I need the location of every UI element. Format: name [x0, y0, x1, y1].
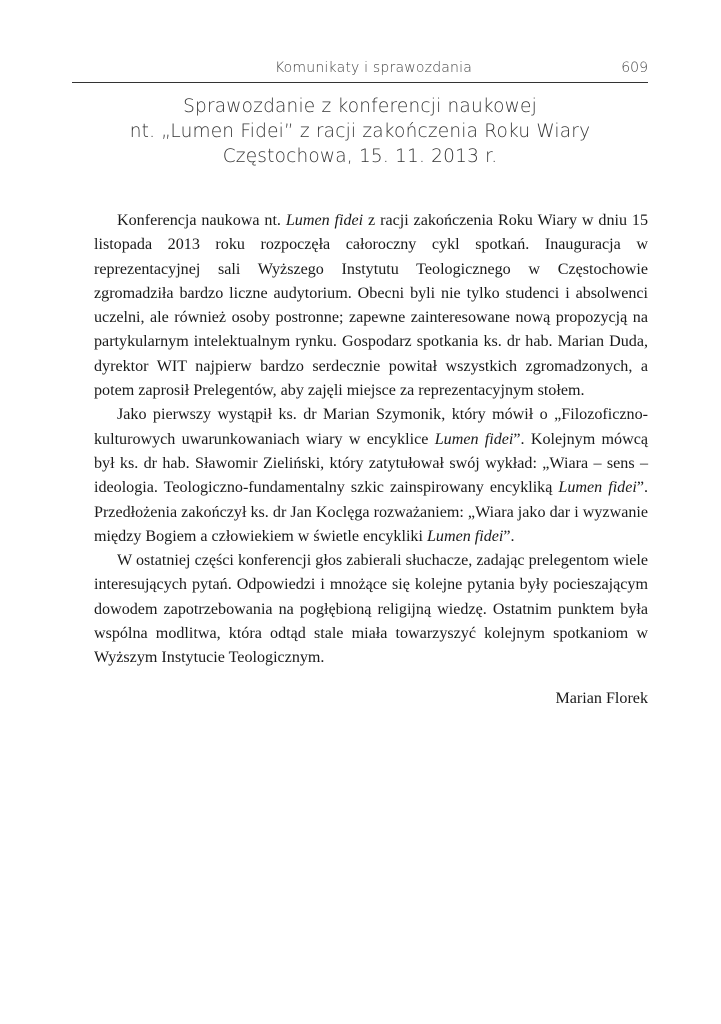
paragraph-1-text-a: Konferencja naukowa nt. [117, 212, 286, 229]
paragraph-2-text-b: ”. Kolejnym mówcą był ks. dr hab. Sławomir Zieliński, który zatytułował swój wykład: „Wiara – sens – ideologia. Teologiczno-fundamentalny szkic zainspirowany encykliką [94, 430, 648, 497]
report-title [72, 94, 648, 169]
paragraph-2-italic-1: Lumen fidei [434, 430, 514, 448]
paragraph-2 [94, 403, 648, 549]
paragraph-1-text-b: z racji zakończenia Roku Wiary w dniu 15 listopada 2013 roku rozpoczęła całoroczny cykl spotkań. Inauguracja w reprezentacyjnej sali Wyższego Instytutu Teologicznego w Częstochowie zgromadziła bardzo liczne audytorium. Obecni byli nie tylko studenci i absolwenci uczelni, ale również osoby postronne; zapewne zainteresowane nową propozycją na partykularnym intelektualnym rynku. Gospodarz spotkania ks. dr hab. Marian Duda, dyrektor WIT najpierw bardzo serdecznie powitał wszystkich zgromadzonych, a potem zaprosił Prelegentów, aby zajęli miejsce za reprezentacyjnym stołem. [94, 212, 649, 400]
paragraph-2-text-d: ”. [503, 527, 515, 545]
paragraph-2-text-c: ”. Przedłożenia zakończył ks. dr Jan Koclęga rozważaniem: „Wiara jako dar i wyzwanie między Bogiem a człowiekiem w świetle encykliki [94, 479, 649, 545]
author-signature: Marian Florek [555, 690, 648, 707]
paragraph-1 [94, 209, 648, 403]
title-line-2: nt. „Lumen Fidei” z racji zakończenia Roku Wiary [129, 121, 591, 142]
report-body [94, 209, 648, 671]
paragraph-3-text: W ostatniej części konferencji głos zabierali słuchacze, zadając prelegentom wiele interesujących pytań. Odpowiedzi i mnożące się kolejne pytania były pocieszającym dowodem zapotrzebowania na pogłębioną religijną wiedzę. Ostatnim punktem była wspólna modlitwa, która odtąd stale miała towarzyszyć kolejnym spotkaniom w Wyższym Instytucie Teologicznym. [94, 552, 648, 667]
page-number: 609 [621, 60, 648, 76]
title-line-1: Sprawozdanie z konferencji naukowej [183, 96, 537, 117]
paragraph-2-italic-2: Lumen fidei [558, 479, 637, 497]
paragraph-1-italic-title: Lumen fidei [285, 212, 364, 229]
paragraph-2-text-a: Jako pierwszy wystąpił ks. dr Marian Szymonik, który mówił o „Filozoficzno-kulturowych uwarunkowaniach wiary w encyklice [94, 406, 648, 448]
paragraph-3 [94, 549, 648, 670]
running-title: Komunikaty i sprawozdania [274, 60, 472, 76]
running-header [72, 56, 648, 83]
paragraph-2-italic-3: Lumen fidei [426, 527, 504, 545]
title-line-3: Częstochowa, 15. 11. 2013 r. [222, 146, 498, 167]
